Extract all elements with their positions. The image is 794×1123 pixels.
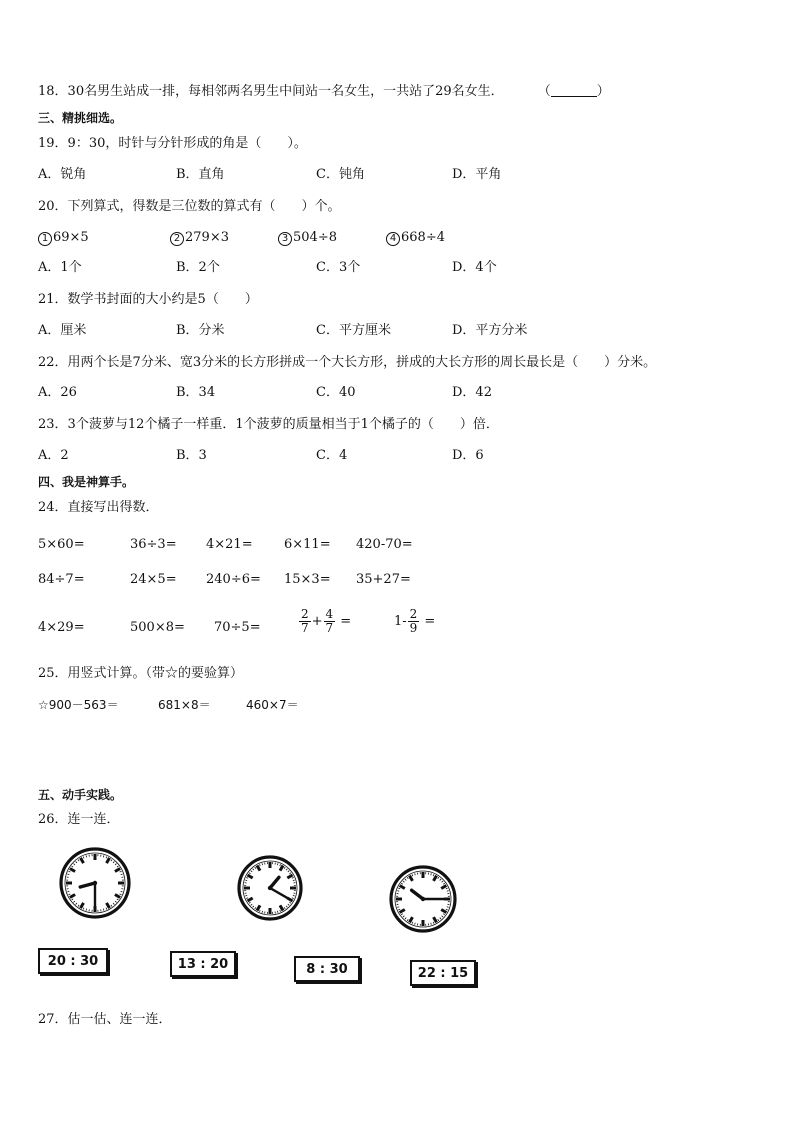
question-24-stem: 24．直接写出得数．: [38, 500, 159, 515]
q20-option-c[interactable]: C．3个: [316, 260, 361, 275]
q22-option-c[interactable]: C．40: [316, 385, 356, 400]
calc-item: 15×3=: [284, 572, 331, 587]
q19-option-a[interactable]: A．锐角: [38, 167, 87, 182]
q20-option-b[interactable]: B．2个: [176, 260, 220, 275]
calc-item: 35+27=: [356, 572, 411, 587]
q20-item-4: 4 668÷4: [386, 230, 445, 246]
calc-item: 70÷5=: [214, 620, 261, 635]
q20-item-1: 1 69×5: [38, 230, 89, 246]
q21-option-b[interactable]: B．分米: [176, 323, 225, 338]
circled-number: 2: [170, 232, 184, 246]
q22-option-a[interactable]: A．26: [38, 385, 77, 400]
q20-option-d[interactable]: D．4个: [452, 260, 497, 275]
q20-option-a[interactable]: A．1个: [38, 260, 82, 275]
calc-item: 4×21=: [206, 537, 253, 552]
calc-fraction-sum: $\frac{2}{7}$ + $\frac{4}{7}$ =: [301, 607, 352, 635]
time-card[interactable]: 13 : 20: [170, 951, 236, 977]
calc-item: 420-70=: [356, 537, 413, 552]
q21-option-d[interactable]: D．平方分米: [452, 323, 528, 338]
calc-item: 6×11=: [284, 537, 331, 552]
question-18: 18．30名男生站成一排，每相邻两名男生中间站一名女生，一共站了29名女生． （ ）: [38, 84, 610, 99]
question-20-stem: 20．下列算式，得数是三位数的算式有（ ）个。: [38, 199, 341, 214]
question-22-stem: 22．用两个长是7分米、宽3分米的长方形拼成一个大长方形，拼成的大长方形的周长最长是（ ）分米。: [38, 355, 657, 370]
calc-item: 4×29=: [38, 620, 85, 635]
vertical-calc-item: 460×7＝: [246, 698, 299, 712]
clock-face-icon[interactable]: [388, 864, 458, 934]
answer-blank[interactable]: [551, 84, 597, 97]
time-card[interactable]: 22 : 15: [410, 960, 476, 986]
calc-item: 500×8=: [130, 620, 185, 635]
calc-item: 24×5=: [130, 572, 177, 587]
clock-center: [268, 886, 272, 890]
circled-number: 1: [38, 232, 52, 246]
calc-item: 240÷6=: [206, 572, 261, 587]
vertical-calc-item: ☆900－563＝: [38, 698, 119, 712]
q19-option-b[interactable]: B．直角: [176, 167, 225, 182]
section-5-heading: 五、动手实践。: [38, 788, 123, 802]
question-19-stem: 19．9：30，时针与分针形成的角是（ ）。: [38, 136, 307, 151]
q22-option-b[interactable]: B．34: [176, 385, 216, 400]
question-26-stem: 26．连一连．: [38, 812, 120, 827]
q23-option-a[interactable]: A．2: [38, 448, 69, 463]
q20-item-3: 3 504÷8: [278, 230, 337, 246]
calc-item: 36÷3=: [130, 537, 177, 552]
circled-number: 3: [278, 232, 292, 246]
q23-option-d[interactable]: D．6: [452, 448, 484, 463]
clock-face-icon[interactable]: [58, 846, 132, 920]
question-23-stem: 23．3个菠萝与12个橘子一样重．1个菠萝的质量相当于1个橘子的（ ）倍．: [38, 417, 499, 432]
clock-face-icon[interactable]: [236, 854, 304, 922]
time-card[interactable]: 8 : 30: [294, 956, 360, 982]
calc-item: 84÷7=: [38, 572, 85, 587]
q22-option-d[interactable]: D．42: [452, 385, 492, 400]
question-27-stem: 27．估一估、连一连．: [38, 1012, 172, 1027]
circled-number: 4: [386, 232, 400, 246]
q20-item-2: 2 279×3: [170, 230, 229, 246]
q23-option-c[interactable]: C．4: [316, 448, 348, 463]
q23-option-b[interactable]: B．3: [176, 448, 207, 463]
q21-option-a[interactable]: A．厘米: [38, 323, 87, 338]
question-18-text: 18．30名男生站成一排，每相邻两名男生中间站一名女生，一共站了29名女生．: [38, 84, 504, 99]
section-3-heading: 三、精挑细选。: [38, 111, 123, 125]
vertical-calc-item: 681×8＝: [158, 698, 211, 712]
calc-item: 5×60=: [38, 537, 85, 552]
section-4-heading: 四、我是神算手。: [38, 475, 135, 489]
question-25-stem: 25．用竖式计算。（带☆的要验算）: [38, 666, 244, 681]
clock-center: [93, 881, 97, 885]
question-21-stem: 21．数学书封面的大小约是5（ ）: [38, 292, 258, 307]
time-card[interactable]: 20 : 30: [38, 948, 108, 974]
q21-option-c[interactable]: C．平方厘米: [316, 323, 391, 338]
q19-option-d[interactable]: D．平角: [452, 167, 502, 182]
calc-fraction-diff: 1- $\frac{2}{9}$ =: [394, 607, 436, 635]
clock-center: [421, 897, 425, 901]
q19-option-c[interactable]: C．钝角: [316, 167, 365, 182]
